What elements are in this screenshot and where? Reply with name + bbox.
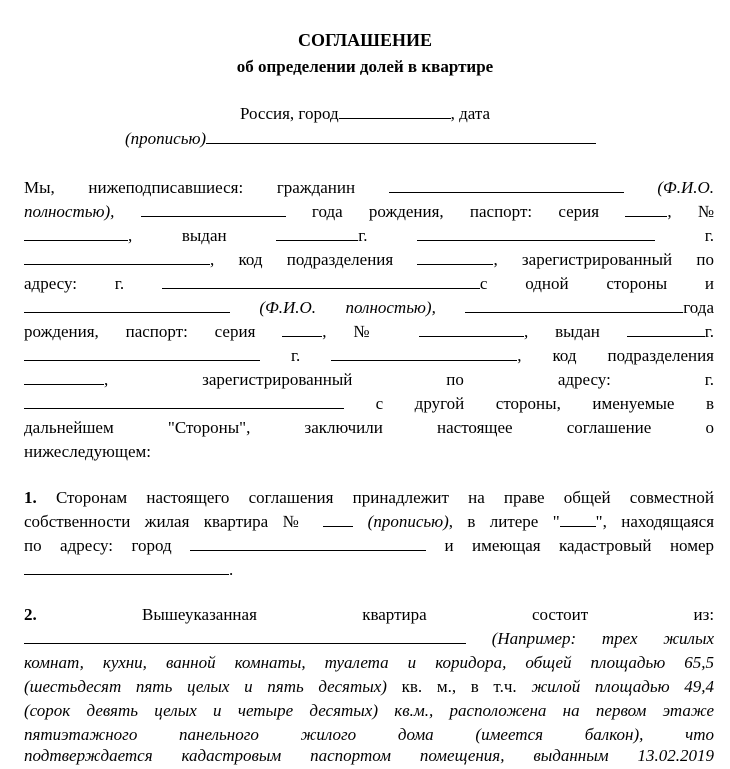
p1-line8: г. , код подразделения bbox=[24, 344, 714, 367]
blank-number-2[interactable] bbox=[419, 321, 524, 337]
p2-line1: 1. Сторонам настоящего соглашения принадлежит на праве общей совместной bbox=[24, 488, 714, 507]
p3-line1: 2. Вышеуказанная квартира состоит из: bbox=[24, 605, 715, 624]
blank-issued-1[interactable] bbox=[276, 225, 358, 241]
p3-line3: комнат, кухни, ванной комнаты, туалета и коридора, общей площадью 65,5 bbox=[24, 653, 714, 672]
p3-line2: (Например: трех жилых bbox=[24, 627, 714, 650]
blank-apartment-number[interactable] bbox=[323, 511, 353, 527]
p3-line4: (шестьдесят пять целых и пять десятых) кв. м., в т.ч. жилой площадью 49,4 bbox=[24, 677, 715, 696]
p1-line1: Мы, нижеподписавшиеся: гражданин (Ф.И.О. bbox=[24, 178, 715, 197]
blank-issued-by-2b[interactable] bbox=[331, 345, 517, 361]
blank-city[interactable] bbox=[190, 535, 426, 551]
blank-issued-2[interactable] bbox=[627, 321, 705, 337]
date-propisyu-line: (прописью) bbox=[125, 127, 625, 150]
blank-series-1[interactable] bbox=[625, 201, 667, 217]
p3-line6: пятиэтажного панельного жилого дома (имеется балкон), что bbox=[24, 725, 714, 744]
blank-address-1b[interactable] bbox=[24, 297, 230, 313]
blank-issued-by-2[interactable] bbox=[24, 345, 260, 361]
blank-issued-by-1b[interactable] bbox=[24, 249, 210, 265]
document-subtitle: об определении долей в квартире bbox=[236, 57, 494, 76]
blank-dept-code-1[interactable] bbox=[417, 249, 493, 265]
blank-birth-year-1[interactable] bbox=[141, 201, 286, 217]
blank-address-1[interactable] bbox=[162, 273, 480, 289]
blank-dept-code-2[interactable] bbox=[24, 369, 104, 385]
p3-line7: подтверждается кадастровым паспортом помещения, выданным 13.02.2019 bbox=[24, 746, 714, 765]
p1-line9: , зарегистрированный по адресу: г. bbox=[24, 368, 714, 391]
date-blank[interactable] bbox=[206, 128, 596, 144]
p1-line3: , выдан г. г. bbox=[24, 224, 714, 247]
blank-fio-2[interactable] bbox=[465, 297, 683, 313]
blank-apartment-composition[interactable] bbox=[24, 628, 466, 644]
p2-line3: по адресу: город и имеющая кадастровый номер bbox=[24, 536, 715, 555]
p1-line5: адресу: г. с одной стороны и bbox=[24, 274, 715, 293]
p1-line4: , код подразделения , зарегистрированный по bbox=[24, 248, 714, 271]
p3-line5: (сорок девять целых и четыре десятых) кв.м., расположена на первом этаже bbox=[24, 701, 714, 720]
p1-line10: с другой стороны, именуемые в bbox=[24, 392, 714, 415]
p1-line6: (Ф.И.О. полностью), года bbox=[24, 296, 714, 319]
p2-line2: собственности жилая квартира № (прописью), в литере " ", находящаяся bbox=[24, 512, 715, 531]
blank-liter[interactable] bbox=[560, 511, 596, 527]
blank-address-2[interactable] bbox=[24, 393, 344, 409]
p1-line7: рождения, паспорт: серия , № , выдан г. bbox=[24, 322, 714, 341]
p2-line4: . bbox=[24, 558, 714, 581]
p1-line2: полностью), года рождения, паспорт: серия , № bbox=[24, 202, 715, 221]
blank-series-2[interactable] bbox=[282, 321, 322, 337]
blank-number-1[interactable] bbox=[24, 225, 128, 241]
blank-issued-by-1[interactable] bbox=[417, 225, 655, 241]
city-blank[interactable] bbox=[339, 103, 451, 119]
document-title: СОГЛАШЕНИЕ bbox=[298, 30, 432, 50]
blank-fio-1[interactable] bbox=[389, 177, 624, 193]
p1-line11: дальнейшем "Стороны", заключили настоящее соглашение о bbox=[24, 418, 714, 437]
p1-line12: нижеследующем: bbox=[24, 442, 152, 461]
blank-cadastral-number[interactable] bbox=[24, 559, 229, 575]
place-date-line: Россия, город , дата bbox=[239, 104, 491, 123]
